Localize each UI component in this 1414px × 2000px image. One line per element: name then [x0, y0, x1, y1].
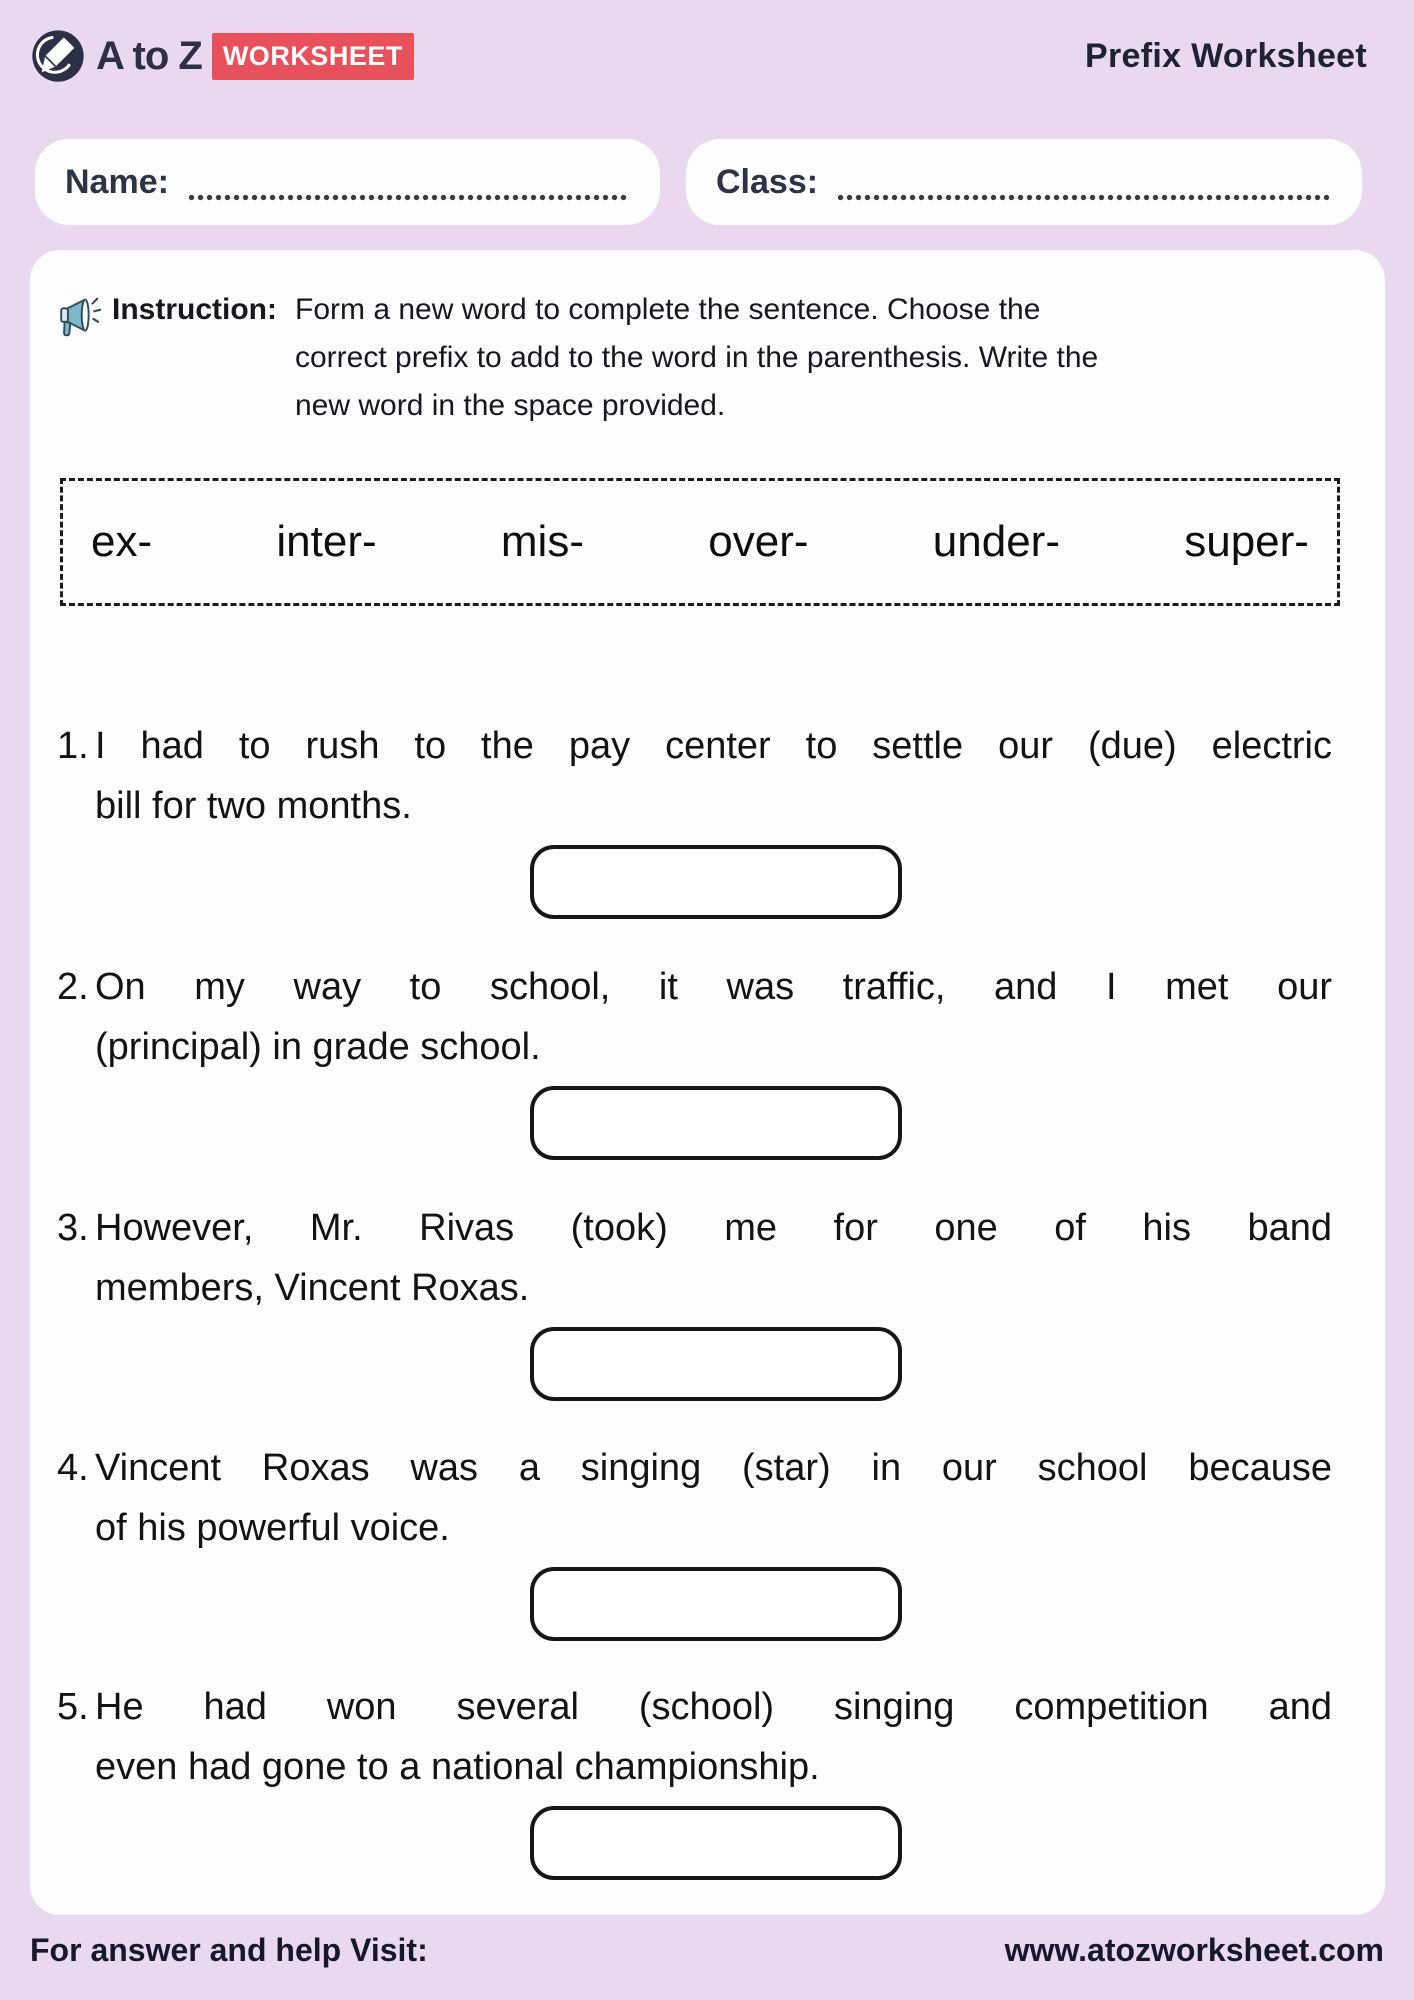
class-label: Class: — [716, 162, 819, 201]
question-1 — [57, 716, 1332, 919]
question-sentence — [95, 1438, 1332, 1558]
brand-name: A to Z — [96, 33, 202, 78]
sentence-line: He had won several (school) singing competition and — [95, 1686, 1332, 1728]
question-sentence — [95, 716, 1332, 836]
question-text — [57, 716, 1332, 836]
brand-logo — [30, 28, 414, 84]
footer-help-text: For answer and help Visit: — [30, 1932, 428, 1968]
instruction-line: Form a new word to complete the sentence. Choose the — [295, 293, 1041, 326]
question-5 — [57, 1677, 1332, 1880]
prefix-option: inter- — [276, 517, 377, 566]
prefix-option: ex- — [91, 517, 153, 566]
sentence-line: even had gone to a national championship. — [95, 1746, 820, 1788]
class-input-line[interactable] — [836, 194, 1332, 201]
question-number: 3. — [57, 1207, 89, 1249]
header — [30, 28, 1367, 84]
sentence-line: I had to rush to the pay center to settle our (due) electric — [95, 725, 1332, 767]
sentence-line: of his powerful voice. — [95, 1507, 450, 1549]
question-number: 1. — [57, 725, 89, 767]
question-text — [57, 957, 1332, 1077]
prefix-word-bank — [60, 478, 1340, 606]
instruction-line: correct prefix to add to the word in the parenthesis. Write the — [295, 341, 1099, 374]
prefix-option: over- — [708, 517, 809, 566]
pen-circle-icon — [30, 28, 86, 84]
sentence-line: members, Vincent Roxas. — [95, 1267, 530, 1309]
answer-box-2[interactable] — [530, 1086, 902, 1160]
question-text — [57, 1677, 1332, 1797]
megaphone-icon — [54, 292, 102, 342]
question-number: 2. — [57, 966, 89, 1008]
question-sentence — [95, 1198, 1332, 1318]
student-fields — [35, 139, 1362, 225]
page-title: Prefix Worksheet — [1085, 36, 1367, 75]
instruction-text — [295, 286, 1098, 430]
prefix-option: under- — [932, 517, 1060, 566]
footer — [30, 1932, 1384, 1969]
question-text — [57, 1198, 1332, 1318]
name-label: Name: — [65, 162, 169, 201]
question-number: 4. — [57, 1447, 89, 1489]
class-field — [686, 139, 1362, 225]
question-sentence — [95, 957, 1332, 1077]
name-input-line[interactable] — [187, 194, 630, 201]
question-3 — [57, 1198, 1332, 1401]
footer-website-url: www.atozworksheet.com — [1004, 1932, 1384, 1968]
answer-box-3[interactable] — [530, 1327, 902, 1401]
prefix-option: super- — [1184, 517, 1309, 566]
question-4 — [57, 1438, 1332, 1641]
answer-box-4[interactable] — [530, 1567, 902, 1641]
prefix-option: mis- — [500, 517, 584, 566]
answer-box-5[interactable] — [530, 1806, 902, 1880]
question-text — [57, 1438, 1332, 1558]
question-2 — [57, 957, 1332, 1160]
sentence-line: (principal) in grade school. — [95, 1026, 541, 1068]
question-sentence — [95, 1677, 1332, 1797]
sentence-line: However, Mr. Rivas (took) me for one of his band — [95, 1207, 1332, 1249]
question-number: 5. — [57, 1686, 89, 1728]
instruction-line: new word in the space provided. — [295, 389, 726, 422]
answer-box-1[interactable] — [530, 845, 902, 919]
sentence-line: bill for two months. — [95, 785, 412, 827]
sentence-line: Vincent Roxas was a singing (star) in our school because — [95, 1447, 1332, 1489]
brand-badge: WORKSHEET — [212, 33, 414, 80]
instruction-block — [54, 286, 1345, 430]
sentence-line: On my way to school, it was traffic, and I met our — [95, 966, 1332, 1008]
worksheet-card — [30, 250, 1385, 1915]
name-field — [35, 139, 660, 225]
instruction-label: Instruction: — [112, 293, 277, 326]
